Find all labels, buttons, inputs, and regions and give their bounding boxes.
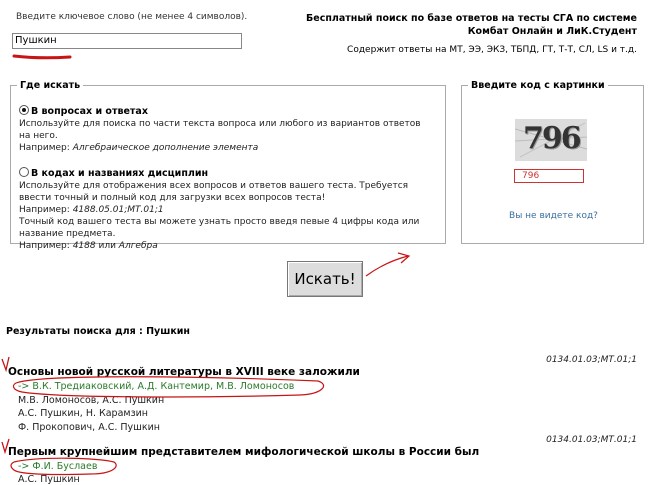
radio-questions-answers[interactable] bbox=[19, 105, 148, 117]
site-title: Бесплатный поиск по базе ответов на тесты СГА по системе Комбат Онлайн и ЛиК.Студент bbox=[306, 13, 637, 37]
search-hint: Введите ключевое слово (не менее 4 символов). bbox=[16, 12, 248, 22]
result-code: 0134.01.03;МТ.01;1 bbox=[546, 355, 637, 365]
result-answer: М.В. Ломоносов, А.С. Пушкин bbox=[18, 395, 165, 406]
captcha-image-text: 796 bbox=[523, 121, 580, 156]
captcha-help-link[interactable]: Вы не видете код? bbox=[509, 211, 598, 221]
site-subtitle: Содержит ответы на МТ, ЭЭ, ЭКЗ, ТБПД, ГТ, Т-Т, СЛ, LS и т.д. bbox=[347, 45, 637, 55]
results-title: Результаты поиска для : Пушкин bbox=[6, 326, 190, 337]
captcha-legend: Введите код с картинки bbox=[471, 80, 605, 91]
result-answer: А.С. Пушкин, Н. Карамзин bbox=[18, 408, 149, 419]
result-question: Первым крупнейшим представителем мифологической школы в России был bbox=[8, 446, 480, 458]
option2-example-2: Например: 4188 или Алгебра bbox=[19, 241, 158, 251]
option2-description-2: Точный код вашего теста вы можете узнать просто введя певые 4 цифры кода или название предмета. bbox=[19, 217, 420, 240]
option2-description: Используйте для отображения всех вопросов и ответов вашего теста. Требуется ввести точный и полный код для загрузки всех вопросов теста! bbox=[19, 181, 409, 204]
option2-example: Например: 4188.05.01;МТ.01;1 bbox=[19, 205, 164, 215]
radio-label-questions: В вопросах и ответах bbox=[31, 106, 148, 117]
underline-mark bbox=[14, 56, 70, 58]
captcha-image bbox=[515, 119, 587, 161]
radio-unchecked-icon[interactable] bbox=[19, 167, 29, 177]
where-to-search-panel bbox=[10, 80, 446, 251]
where-legend: Где искать bbox=[20, 80, 81, 91]
result-answer-correct: -> В.К. Тредиаковский, А.Д. Кантемир, М.В. Ломоносов bbox=[18, 381, 295, 392]
captcha-input[interactable]: 796 bbox=[514, 169, 584, 183]
radio-label-codes: В кодах и названиях дисциплин bbox=[31, 168, 209, 179]
option1-description: Используйте для поиска по части текста вопроса или любого из вариантов ответов на него. bbox=[19, 119, 421, 142]
search-button[interactable]: Искать! bbox=[287, 261, 363, 297]
result-answer-correct: -> Ф.И. Буслаев bbox=[18, 461, 98, 472]
result-answer: А.С. Пушкин bbox=[18, 474, 80, 485]
result-code: 0134.01.03;МТ.01;1 bbox=[546, 435, 637, 445]
captcha-panel bbox=[461, 80, 644, 244]
search-input[interactable]: Пушкин bbox=[12, 33, 242, 49]
radio-codes-disciplines[interactable] bbox=[19, 167, 208, 179]
arrow-mark bbox=[366, 253, 409, 276]
option1-example: Например: Алгебраическое дополнение элемента bbox=[19, 143, 259, 153]
radio-checked-icon[interactable] bbox=[19, 105, 29, 115]
result-question: Основы новой русской литературы в XVIII веке заложили bbox=[8, 366, 360, 378]
result-answer: Ф. Прокопович, А.С. Пушкин bbox=[18, 422, 160, 433]
